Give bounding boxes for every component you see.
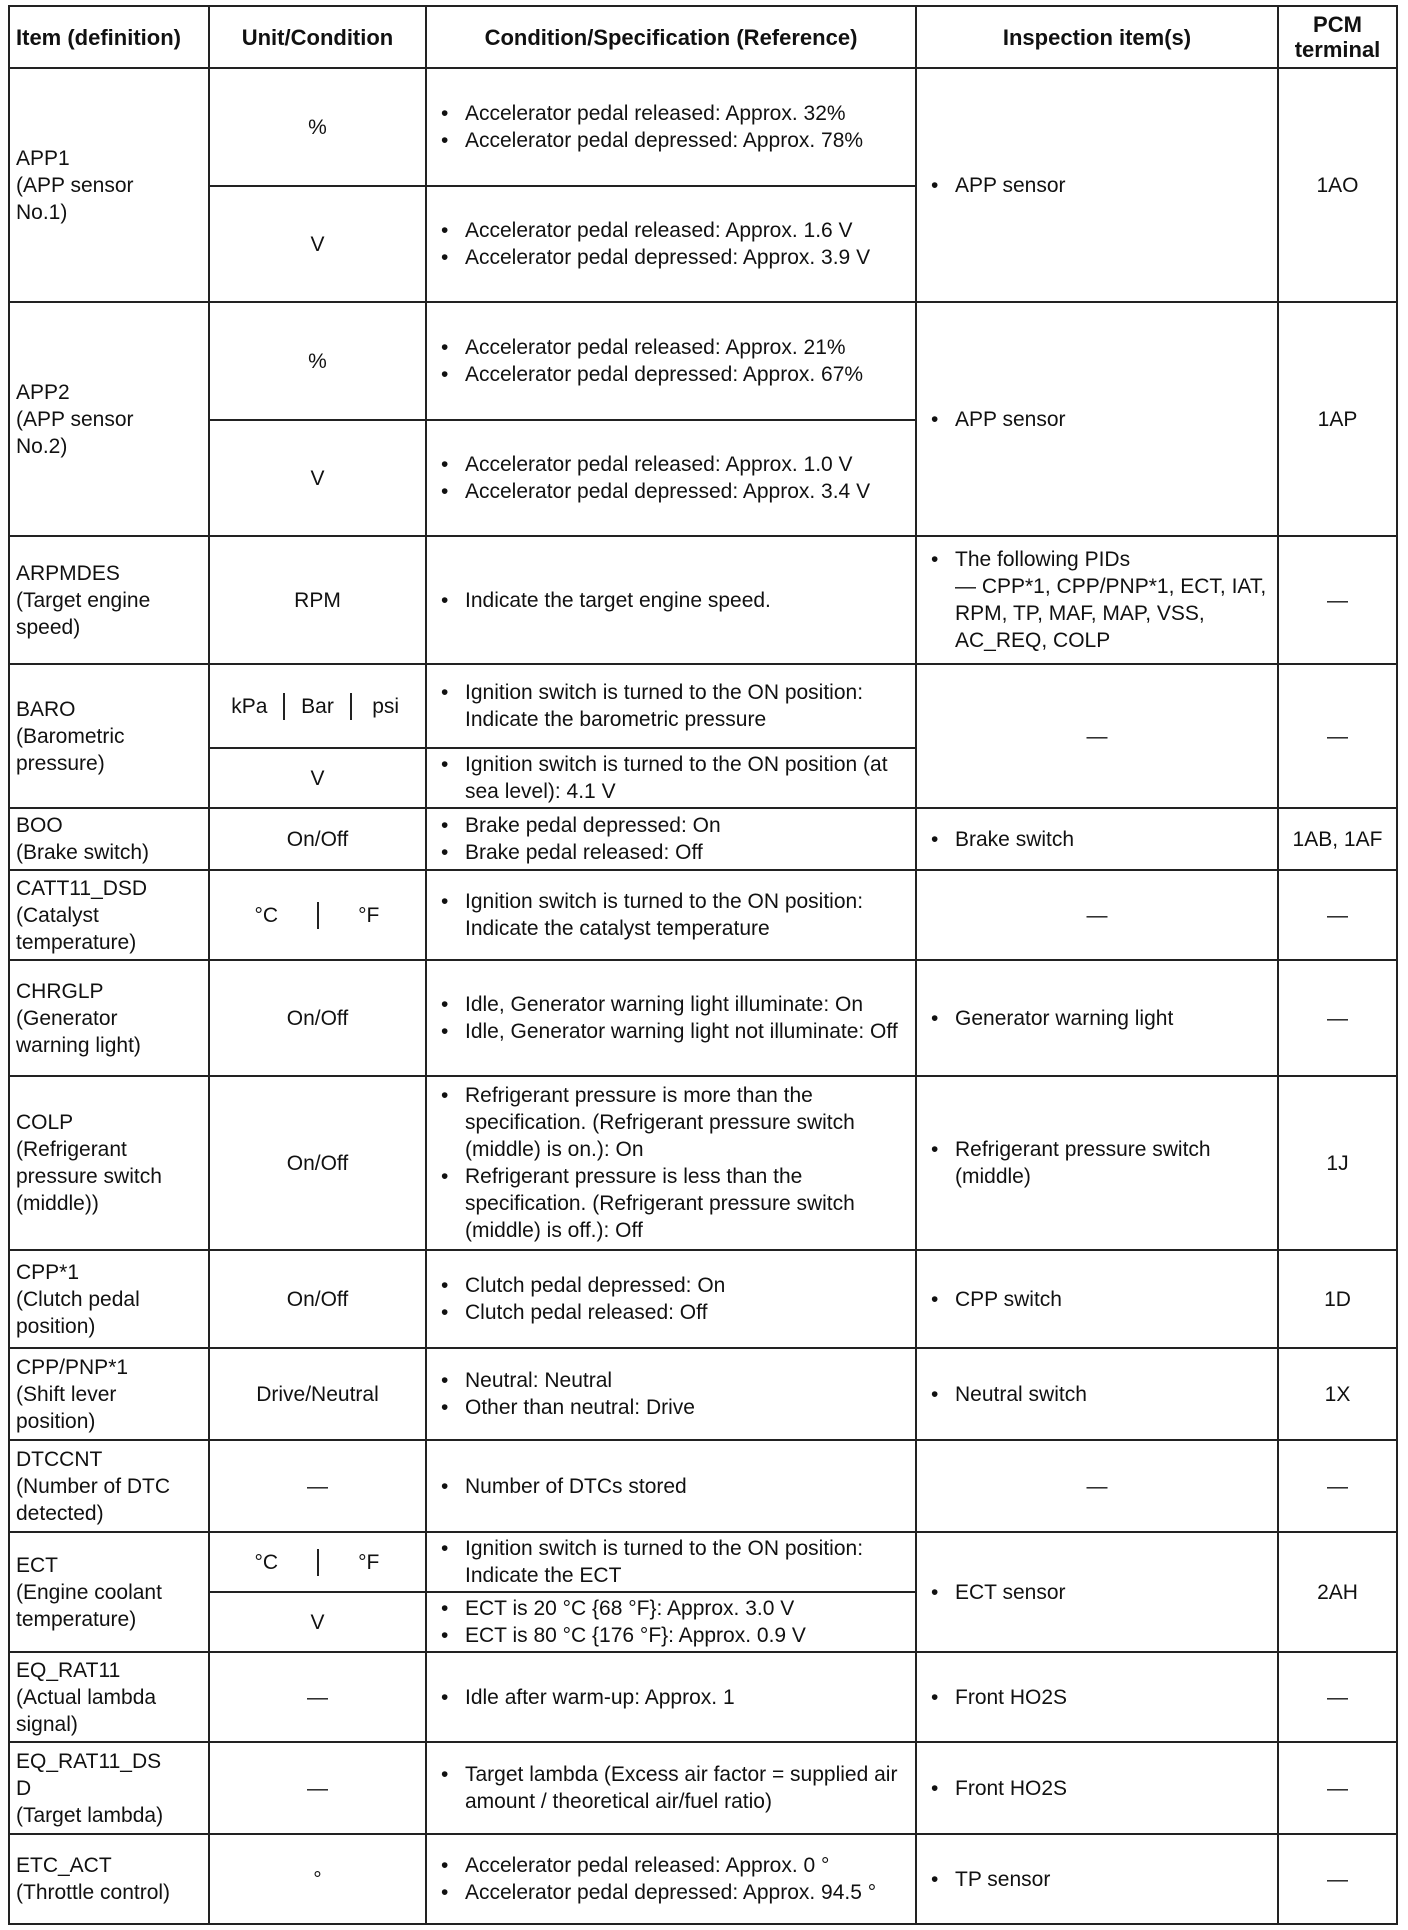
unit-cell: V — [209, 1592, 426, 1652]
unit-cell: °C °F — [209, 870, 426, 960]
spec-cell: • Accelerator pedal released: Approx. 1.6 V • Accelerator pedal depressed: Approx. 3.9 V — [426, 186, 916, 302]
item-cell: APP1 (APP sensor No.1) — [9, 68, 209, 302]
unit-cell: Drive/Neutral — [209, 1348, 426, 1440]
table-row-ect — [9, 1532, 1397, 1592]
terminal-cell: — — [1278, 960, 1397, 1076]
spec-cell: • Number of DTCs stored — [426, 1440, 916, 1532]
inspection-cell: • Front HO2S — [916, 1652, 1278, 1742]
header-spec: Condition/Specification (Reference) — [426, 6, 916, 68]
table-row-chrglp — [9, 960, 1397, 1076]
spec-cell: • Accelerator pedal released: Approx. 32% • Accelerator pedal depressed: Approx. 78% — [426, 68, 916, 186]
unit-cell: V — [209, 748, 426, 808]
unit-cell: % — [209, 302, 426, 420]
unit-cell: °C °F — [209, 1532, 426, 1592]
terminal-cell: 1X — [1278, 1348, 1397, 1440]
inspection-cell: — — [916, 1440, 1278, 1532]
spec-cell: • Ignition switch is turned to the ON position: Indicate the catalyst temperature — [426, 870, 916, 960]
table-row-eqrat — [9, 1652, 1397, 1742]
unit-cell: V — [209, 186, 426, 302]
table-row-dtccnt — [9, 1440, 1397, 1532]
spec-cell: • Ignition switch is turned to the ON position (at sea level): 4.1 V — [426, 748, 916, 808]
unit-cell: On/Off — [209, 1250, 426, 1348]
inspection-cell: • Neutral switch — [916, 1348, 1278, 1440]
terminal-cell: — — [1278, 1652, 1397, 1742]
spec-cell: • Ignition switch is turned to the ON position: Indicate the ECT — [426, 1532, 916, 1592]
inspection-cell: • Refrigerant pressure switch (middle) — [916, 1076, 1278, 1250]
terminal-cell: 1AO — [1278, 68, 1397, 302]
unit-cell: On/Off — [209, 960, 426, 1076]
unit-cell: ° — [209, 1834, 426, 1924]
inspection-cell: • Front HO2S — [916, 1742, 1278, 1834]
unit-cell: RPM — [209, 536, 426, 664]
terminal-cell: 1D — [1278, 1250, 1397, 1348]
item-cell: CPP*1 (Clutch pedal position) — [9, 1250, 209, 1348]
unit-cell: On/Off — [209, 1076, 426, 1250]
item-cell: EQ_RAT11 (Actual lambda signal) — [9, 1652, 209, 1742]
terminal-cell: 1J — [1278, 1076, 1397, 1250]
pid-spec-table — [8, 5, 1398, 1925]
item-cell: CATT11_DSD (Catalyst temperature) — [9, 870, 209, 960]
item-cell: ARPMDES (Target engine speed) — [9, 536, 209, 664]
inspection-cell: — — [916, 870, 1278, 960]
terminal-cell: — — [1278, 1742, 1397, 1834]
item-cell: ETC_ACT (Throttle control) — [9, 1834, 209, 1924]
item-cell: DTCCNT (Number of DTC detected) — [9, 1440, 209, 1532]
item-cell: BOO (Brake switch) — [9, 808, 209, 870]
inspection-cell: • APP sensor — [916, 68, 1278, 302]
spec-cell: • Accelerator pedal released: Approx. 1.0 V • Accelerator pedal depressed: Approx. 3.4 V — [426, 420, 916, 536]
table-row-app2 — [9, 302, 1397, 420]
header-item: Item (definition) — [9, 6, 209, 68]
unit-cell: — — [209, 1440, 426, 1532]
table-row-cpp — [9, 1250, 1397, 1348]
inspection-cell: • ECT sensor — [916, 1532, 1278, 1652]
table-row-colp — [9, 1076, 1397, 1250]
item-cell: EQ_RAT11_DS D (Target lambda) — [9, 1742, 209, 1834]
terminal-cell: 2AH — [1278, 1532, 1397, 1652]
inspection-cell: • APP sensor — [916, 302, 1278, 536]
table-row-eqratdsd — [9, 1742, 1397, 1834]
inspection-cell: • Generator warning light — [916, 960, 1278, 1076]
unit-cell: On/Off — [209, 808, 426, 870]
spec-cell: • ECT is 20 °C {68 °F}: Approx. 3.0 V • ECT is 80 °C {176 °F}: Approx. 0.9 V — [426, 1592, 916, 1652]
inspection-cell: • The following PIDs — CPP*1, CPP/PNP*1, ECT, IAT, RPM, TP, MAF, MAP, VSS, AC_REQ, COLP — [916, 536, 1278, 664]
unit-cell: % — [209, 68, 426, 186]
inspection-cell: — — [916, 664, 1278, 808]
spec-cell: • Accelerator pedal released: Approx. 0 ° • Accelerator pedal depressed: Approx. 94.5 ° — [426, 1834, 916, 1924]
spec-cell: • Refrigerant pressure is more than the specification. (Refrigerant pressure switch (middle) is on.): On • Refrigerant pressure is less than the specification. (Refrigerant pressure switch (middle) is off.): Off — [426, 1076, 916, 1250]
terminal-cell: — — [1278, 664, 1397, 808]
item-cell: CHRGLP (Generator warning light) — [9, 960, 209, 1076]
item-cell: BARO (Barometric pressure) — [9, 664, 209, 808]
unit-cell: kPa Bar psi — [209, 664, 426, 748]
spec-cell: • Target lambda (Excess air factor = supplied air amount / theoretical air/fuel ratio) — [426, 1742, 916, 1834]
terminal-cell: — — [1278, 1440, 1397, 1532]
item-cell: COLP (Refrigerant pressure switch (middle)) — [9, 1076, 209, 1250]
spec-cell: • Idle after warm-up: Approx. 1 — [426, 1652, 916, 1742]
item-cell: APP2 (APP sensor No.2) — [9, 302, 209, 536]
unit-cell: — — [209, 1652, 426, 1742]
spec-cell: • Accelerator pedal released: Approx. 21% • Accelerator pedal depressed: Approx. 67% — [426, 302, 916, 420]
inspection-cell: • Brake switch — [916, 808, 1278, 870]
spec-cell: • Idle, Generator warning light illuminate: On • Idle, Generator warning light not illuminate: Off — [426, 960, 916, 1076]
spec-cell: • Clutch pedal depressed: On • Clutch pedal released: Off — [426, 1250, 916, 1348]
table-row-boo — [9, 808, 1397, 870]
table-row-etc — [9, 1834, 1397, 1924]
header-unit: Unit/Condition — [209, 6, 426, 68]
item-cell: ECT (Engine coolant temperature) — [9, 1532, 209, 1652]
unit-cell: V — [209, 420, 426, 536]
spec-cell: • Brake pedal depressed: On • Brake pedal released: Off — [426, 808, 916, 870]
table-row-cpppnp — [9, 1348, 1397, 1440]
inspection-cell: • CPP switch — [916, 1250, 1278, 1348]
table-row-arpmdes — [9, 536, 1397, 664]
spec-cell: • Indicate the target engine speed. — [426, 536, 916, 664]
table-row-catt — [9, 870, 1397, 960]
item-cell: CPP/PNP*1 (Shift lever position) — [9, 1348, 209, 1440]
header-inspection: Inspection item(s) — [916, 6, 1278, 68]
terminal-cell: — — [1278, 536, 1397, 664]
header-row — [9, 6, 1397, 68]
terminal-cell: — — [1278, 1834, 1397, 1924]
inspection-cell: • TP sensor — [916, 1834, 1278, 1924]
spec-cell: • Neutral: Neutral • Other than neutral: Drive — [426, 1348, 916, 1440]
terminal-cell: 1AB, 1AF — [1278, 808, 1397, 870]
unit-cell: — — [209, 1742, 426, 1834]
header-terminal: PCM terminal — [1278, 6, 1397, 68]
spec-cell: • Ignition switch is turned to the ON position: Indicate the barometric pressure — [426, 664, 916, 748]
terminal-cell: — — [1278, 870, 1397, 960]
table-row-baro — [9, 664, 1397, 748]
terminal-cell: 1AP — [1278, 302, 1397, 536]
table-row-app1 — [9, 68, 1397, 186]
